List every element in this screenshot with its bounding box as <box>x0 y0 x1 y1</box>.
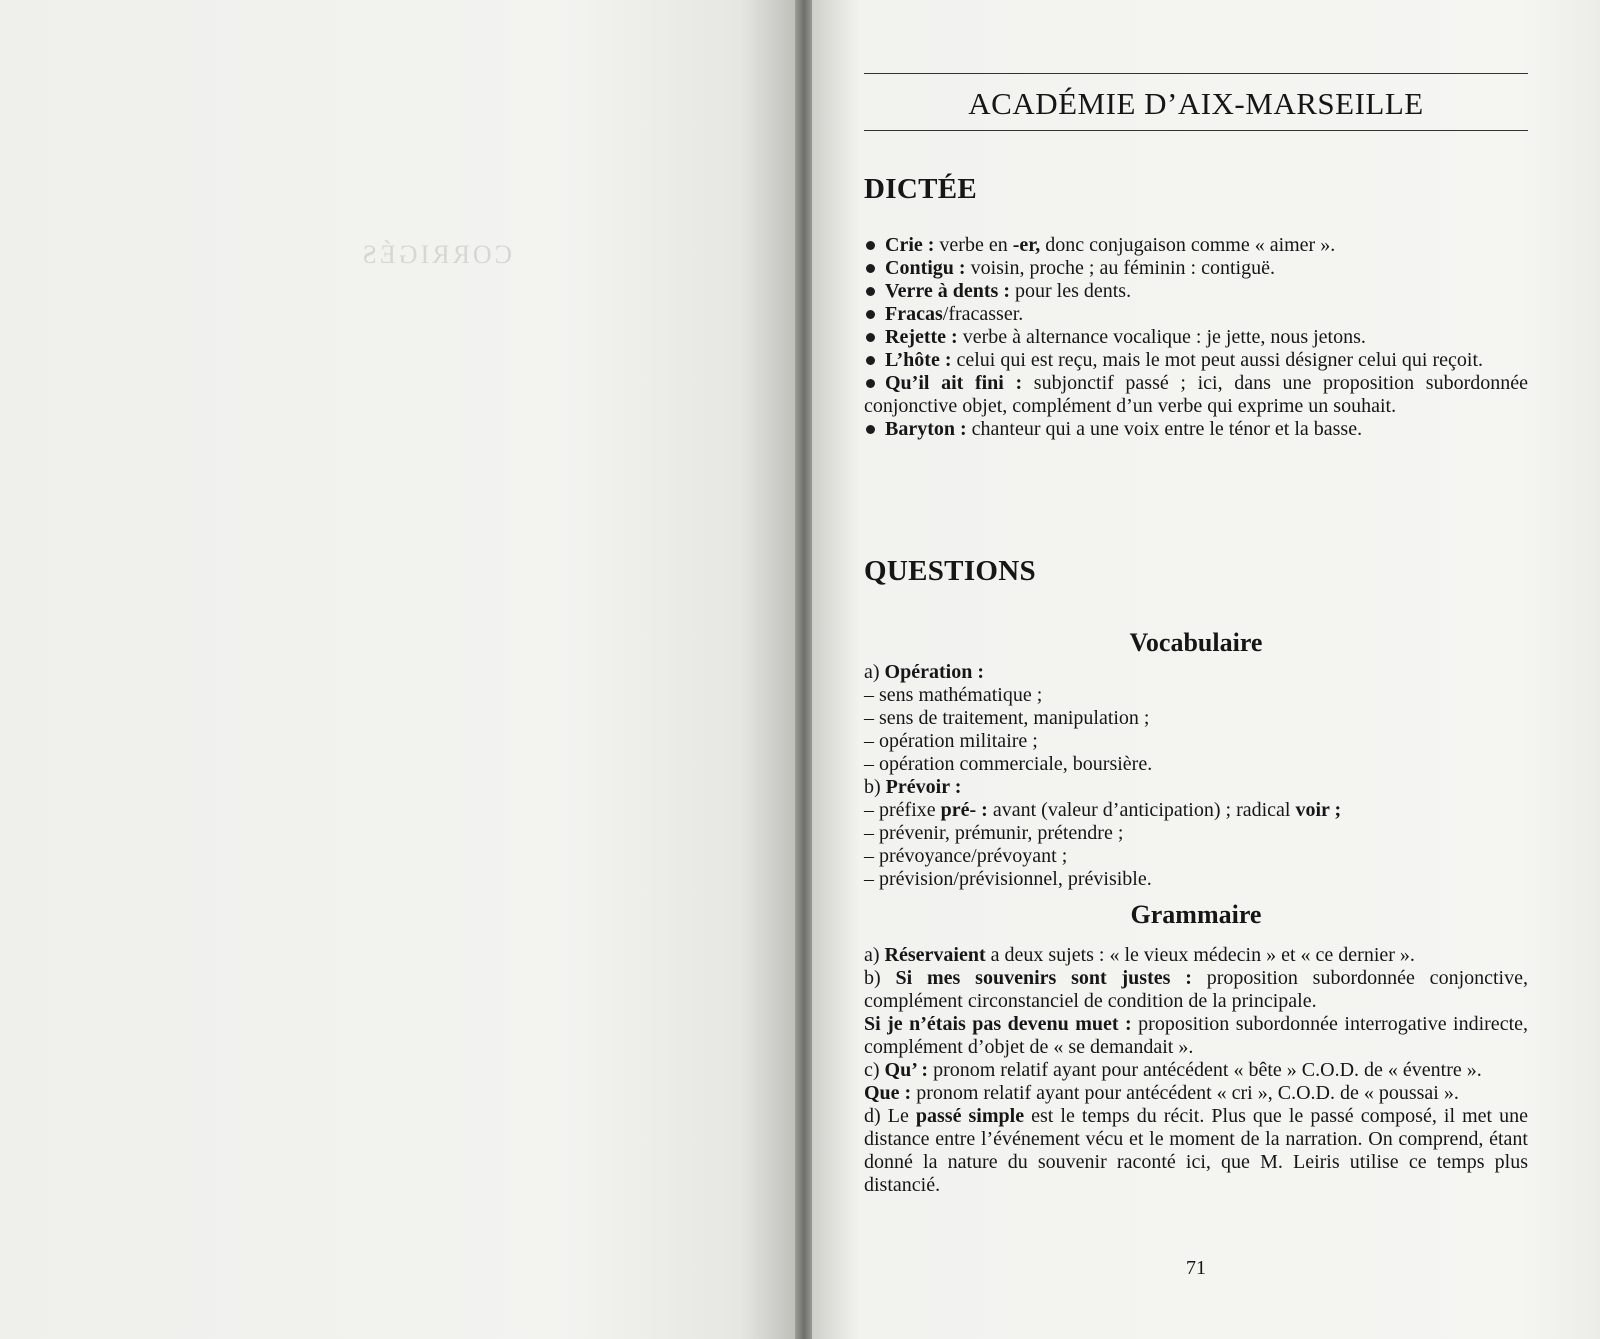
list-item <box>864 234 1528 257</box>
list-item <box>864 303 1528 326</box>
term: Si mes souvenirs sont justes : <box>895 967 1192 989</box>
list-item <box>864 799 1528 822</box>
item-text: d) Le <box>864 1105 916 1127</box>
definition: pour les dents. <box>1009 280 1132 302</box>
item-text: avant (valeur d’anticipation) ; radical <box>987 799 1296 821</box>
list-item <box>864 1059 1528 1082</box>
bullet-icon <box>866 287 875 296</box>
grammaire-list <box>864 944 1528 1197</box>
list-item <box>864 349 1528 372</box>
definition: donc conjugaison comme « aimer ». <box>1040 234 1336 256</box>
list-item <box>864 326 1528 349</box>
definition: celui qui est reçu, mais le mot peut aussi désigner celui qui reçoit. <box>951 349 1483 371</box>
term: Réservaient <box>884 944 986 966</box>
bullet-icon <box>866 425 875 434</box>
list-item: – opération militaire ; <box>864 730 1038 752</box>
list-item: – sens mathématique ; <box>864 684 1043 706</box>
list-item: – sens de traitement, manipulation ; <box>864 707 1150 729</box>
definition: /fracasser. <box>942 303 1024 325</box>
term: passé simple <box>915 1105 1025 1127</box>
term: voir ; <box>1295 799 1342 821</box>
show-through-text: CORRIGÉS <box>359 240 512 269</box>
definition: chanteur qui a une voix entre le ténor et la basse. <box>966 418 1363 440</box>
item-label: c) <box>864 1059 885 1081</box>
bullet-icon <box>866 333 875 342</box>
item-label: b) <box>864 776 886 798</box>
page-number: 71 <box>1186 1257 1206 1279</box>
page-header-title: ACADÉMIE D’AIX-MARSEILLE <box>968 86 1424 121</box>
item-label: a) <box>864 944 885 966</box>
vocabulaire-list <box>864 661 1528 891</box>
item-text: pronom relatif ayant pour antécédent « bête » C.O.D. de « éventre ». <box>928 1059 1482 1081</box>
list-item <box>864 257 1528 280</box>
list-item <box>864 372 1528 418</box>
list-item <box>864 280 1528 303</box>
dictee-list <box>864 234 1528 441</box>
item-label: a) <box>864 661 885 683</box>
item-label: b) <box>864 967 896 989</box>
definition: subjonctif passé ; ici, dans une proposition subordonnée conjonctive objet, complément d’un verbe qui exprime un souhait. <box>864 372 1528 417</box>
item-text: proposition subordonnée conjonctive, complément circonstanciel de condition de la principale. <box>864 967 1528 1012</box>
item-text: – préfixe <box>864 799 941 821</box>
term: Crie : <box>885 234 935 256</box>
list-item: – prévision/prévisionnel, prévisible. <box>864 868 1152 890</box>
item-text: est le temps du récit. Plus que le passé composé, il met une distance entre l’événement vécu et le moment de la narration. On comprend, étant donné la nature du souvenir raconté ici, que M. Leiris utilise ce temps plus distancié. <box>864 1105 1528 1196</box>
header-rule-top <box>864 73 1528 74</box>
grammaire-heading: Grammaire <box>1130 900 1262 929</box>
list-item <box>864 1082 1528 1105</box>
term: Que : <box>864 1082 912 1104</box>
term: L’hôte : <box>885 349 952 371</box>
list-item <box>864 1105 1528 1197</box>
bullet-icon <box>866 264 875 273</box>
term: Opération : <box>884 661 984 683</box>
term: Prévoir : <box>885 776 962 798</box>
term: Verre à dents : <box>885 280 1010 302</box>
item-text: pronom relatif ayant pour antécédent « cri », C.O.D. de « poussai ». <box>911 1082 1459 1104</box>
bullet-icon <box>866 241 875 250</box>
list-item <box>864 1013 1528 1059</box>
term: Rejette : <box>885 326 958 348</box>
term: pré- : <box>940 799 988 821</box>
term: -er, <box>1012 234 1041 256</box>
list-item: – opération commerciale, boursière. <box>864 753 1153 775</box>
list-item: – prévenir, prémunir, prétendre ; <box>864 822 1124 844</box>
dictee-heading: DICTÉE <box>864 173 977 205</box>
list-item <box>864 944 1528 967</box>
bullet-icon <box>866 356 875 365</box>
questions-heading: QUESTIONS <box>864 555 1036 587</box>
term: Contigu : <box>885 257 966 279</box>
list-item <box>864 418 1528 441</box>
bullet-icon <box>866 310 875 319</box>
term: Qu’il ait fini : <box>885 372 1023 394</box>
right-page <box>812 0 1600 1339</box>
list-item: – prévoyance/prévoyant ; <box>864 845 1068 867</box>
definition: verbe à alternance vocalique : je jette, nous jetons. <box>957 326 1366 348</box>
vocabulaire-heading: Vocabulaire <box>1129 628 1263 657</box>
item-text: a deux sujets : « le vieux médecin » et « ce dernier ». <box>985 944 1415 966</box>
list-item <box>864 776 1528 799</box>
bullet-icon <box>866 379 875 388</box>
term: Qu’ : <box>884 1059 929 1081</box>
term: Fracas <box>885 303 943 325</box>
list-item <box>864 967 1528 1013</box>
term: Si je n’étais pas devenu muet : <box>864 1013 1132 1035</box>
definition: verbe en <box>934 234 1013 256</box>
definition: voisin, proche ; au féminin : contiguë. <box>965 257 1275 279</box>
item-text: proposition subordonnée interrogative indirecte, complément d’objet de « se demandait ». <box>864 1013 1528 1058</box>
header-rule-bottom <box>864 130 1528 131</box>
list-item <box>864 661 1528 684</box>
term: Baryton : <box>885 418 967 440</box>
